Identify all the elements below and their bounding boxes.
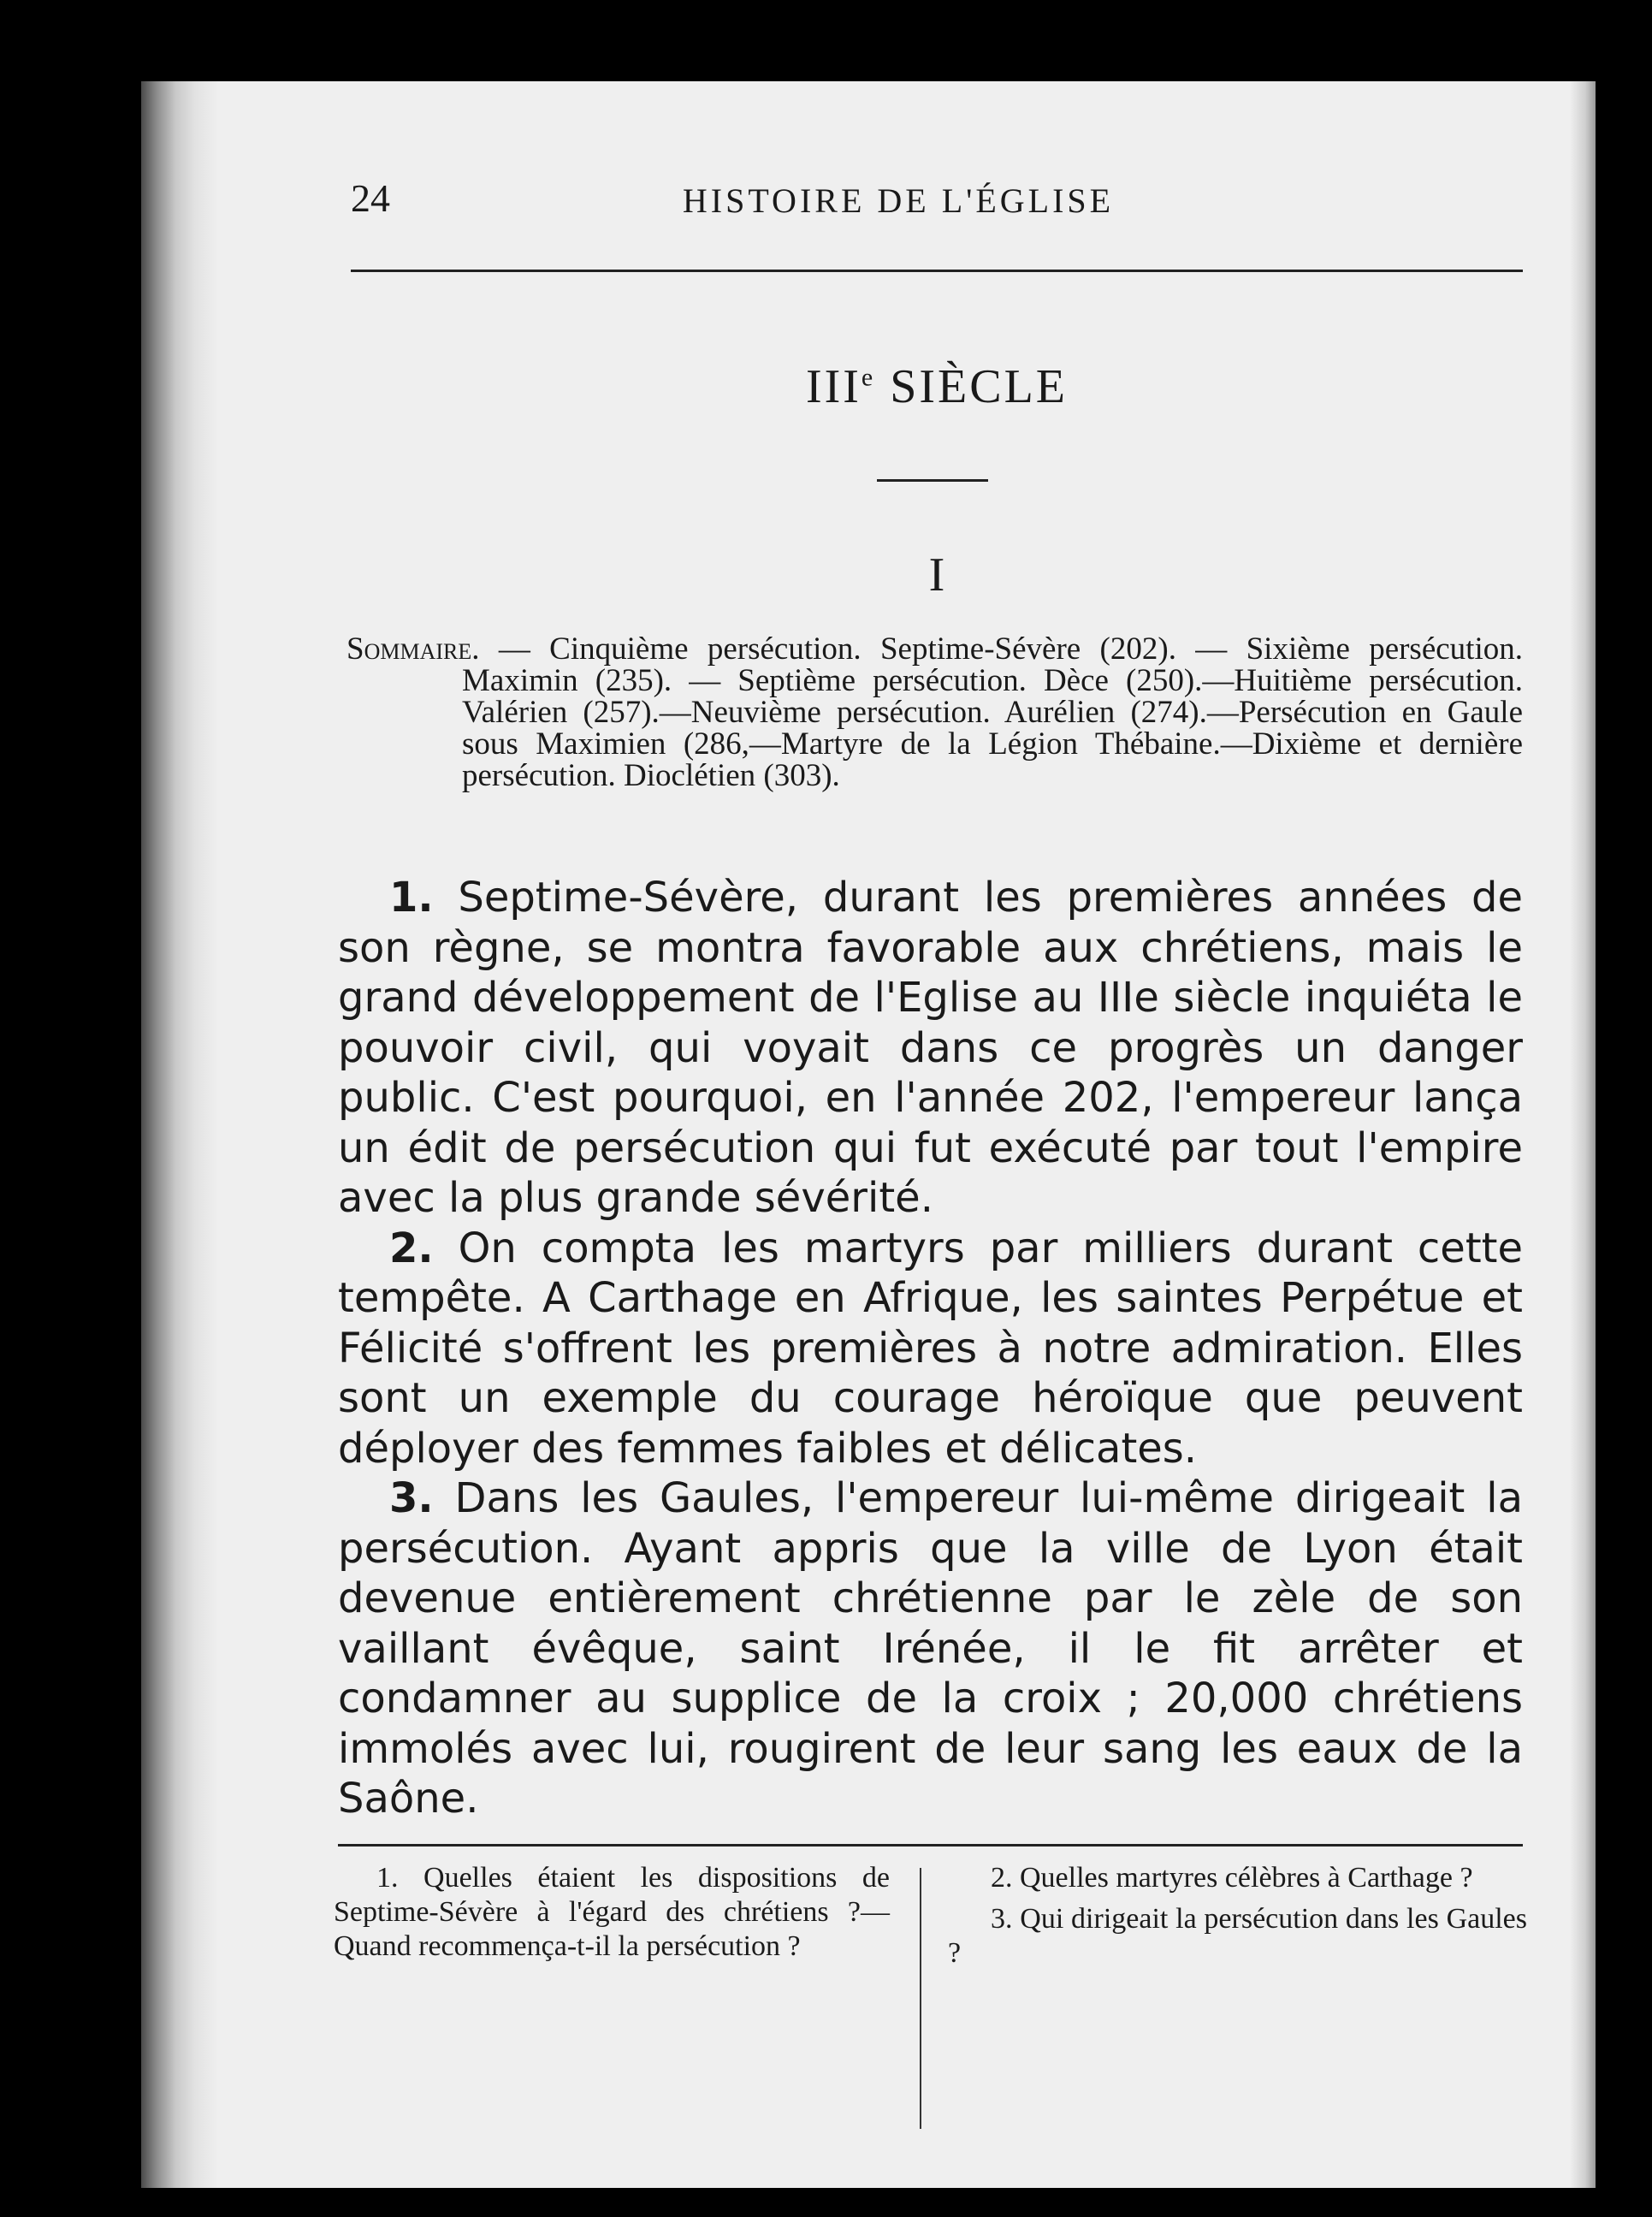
page-binding-shadow — [141, 81, 218, 2188]
chapter-title-word: SIÈCLE — [875, 360, 1069, 413]
questions-left-column — [334, 1861, 890, 1971]
question-item: 1. Quelles étaient les dispositions de Septime-Sévère à l'égard des chrétiens ?—Quand recommença-t-il la persécution ? — [334, 1862, 890, 1962]
sommaire-text: . — Cinquième persécution. Septime-Sévère (202). — Sixième persécution. Maximin (235). — Septième persécution. Dèce (250).—Huitième persécution. Valérien (257).—Neuvième persécution. Aurélien (274).—Persécution en Gaule sous Maximien (286,—Martyre de la Légion Thébaine.—Dixième et dernière persécution. Dioclétien (303). — [462, 631, 1523, 793]
chapter-rule — [877, 479, 988, 482]
paragraph-number: 3. — [389, 1474, 434, 1522]
paragraph-number: 2. — [389, 1224, 434, 1272]
page-header — [351, 175, 1446, 244]
questions-rule — [338, 1844, 1523, 1847]
section-numeral: I — [928, 548, 945, 602]
running-title: HISTOIRE DE L'ÉGLISE — [682, 181, 1115, 220]
chapter-title — [351, 359, 1523, 414]
body-text — [338, 873, 1523, 1824]
chapter-title-sup: e — [861, 363, 876, 392]
review-questions — [334, 1861, 1527, 2135]
page-number: 24 — [351, 176, 390, 220]
book-page — [141, 81, 1596, 2188]
chapter-title-roman: III — [805, 360, 862, 413]
questions-column-divider — [920, 1868, 921, 2129]
sommaire — [346, 633, 1523, 791]
paragraph-3 — [338, 1473, 1523, 1824]
sommaire-label: Sommaire — [346, 631, 472, 667]
paragraph-text: On compta les martyrs par milliers durant cette tempête. A Carthage en Afrique, les saintes Perpétue et Félicité s'offrent les premières à notre admiration. Elles sont un exemple du courage héroïque que peuvent déployer des femmes faibles et délicates. — [338, 1224, 1523, 1473]
paragraph-1 — [338, 873, 1523, 1224]
question-item: 3. Qui dirigeait la persécution dans les Gaules ? — [948, 1903, 1527, 1969]
page-right-edge — [1570, 81, 1596, 2188]
paragraph-2 — [338, 1224, 1523, 1474]
header-rule — [351, 270, 1523, 272]
paragraph-text: Dans les Gaules, l'empereur lui-même dirigeait la persécution. Ayant appris que la ville de Lyon était devenue entièrement chrétienne par le zèle de son vaillant évêque, saint Irénée, il le fit arrêter et condamner au supplice de la croix ; 20,000 chrétiens immolés avec lui, rougirent de leur sang les eaux de la Saône. — [338, 1474, 1523, 1823]
question-item: 2. Quelles martyres célèbres à Carthage ? — [991, 1862, 1473, 1894]
paragraph-text: Septime-Sévère, durant les premières années de son règne, se montra favorable aux chrétiens, mais le grand développement de l'Eglise au IIIe siècle inquiéta le pouvoir civil, qui voyait dans ce progrès un danger public. C'est pourquoi, en l'année 202, l'empereur lança un édit de persécution qui fut exécuté par tout l'empire avec la plus grande sévérité. — [338, 874, 1523, 1222]
questions-right-column — [948, 1861, 1527, 1977]
paragraph-number: 1. — [389, 874, 434, 922]
